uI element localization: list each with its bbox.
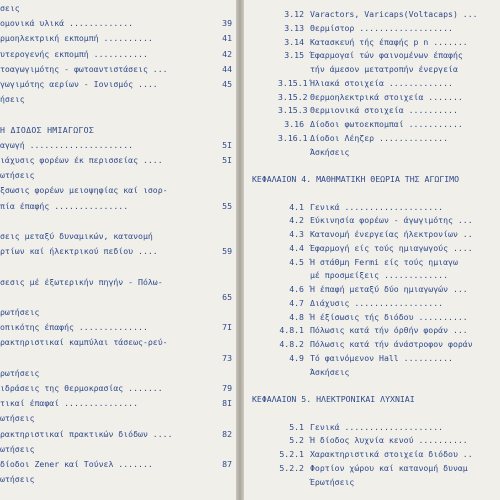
toc-entry: [244, 311, 500, 323]
toc-entry-title: Ή δίοδος λυχνία κενού ..........: [310, 435, 468, 446]
toc-entry-title: Τό φαινόμενον Hall ..........: [310, 352, 453, 363]
toc-entry-title: σεσις μέ έξωτερικήν πηγήν - Πόλω-: [0, 276, 163, 287]
toc-entry-title: γωγιμότης αερίων - Ιονισμός ....: [0, 79, 158, 89]
toc-entry-page: 82: [222, 428, 232, 439]
toc-entry-title: ομονικά υλικά .............: [0, 18, 134, 29]
toc-entry: [0, 473, 236, 485]
chapter-heading: [244, 173, 500, 185]
toc-entry: [0, 108, 236, 120]
toc-entry-page: 45: [222, 79, 232, 89]
toc-entry-page: 59: [222, 246, 232, 257]
toc-entry: [244, 283, 500, 295]
toc-entry-page: 79: [222, 383, 232, 393]
toc-entry-page: 41: [222, 33, 232, 44]
toc-entry: [244, 256, 500, 268]
toc-entry: [0, 93, 236, 105]
toc-entry-title: αγωγή .....................: [0, 139, 134, 150]
toc-entry: [244, 187, 500, 199]
toc-entry-title: Άσκήσεις: [310, 366, 350, 377]
toc-entry-page: 5I: [222, 155, 232, 165]
section-number: 3.15.2: [278, 91, 308, 102]
toc-entry: [244, 201, 500, 213]
toc-entry: [0, 412, 236, 424]
toc-entry-title: Θερμοηλεκτρικά στοιχεία .......: [310, 91, 463, 102]
toc-entry-title: ωτήσεις: [0, 474, 35, 485]
toc-entry: [244, 421, 500, 433]
toc-entry: [0, 367, 236, 379]
toc-entry-page: 44: [222, 63, 232, 74]
toc-entry-page: 87: [222, 459, 232, 469]
toc-entry-title: ρωτήσεις: [0, 307, 40, 317]
section-number: 3.12: [284, 9, 304, 19]
toc-entry-title: Θερμίστορ ...................: [310, 22, 453, 33]
toc-entry: [244, 462, 500, 474]
toc-entry: [0, 230, 236, 242]
toc-entry-title: ρμοηλεκτρική εκπομπή ..........: [0, 33, 153, 44]
toc-entry: [244, 91, 500, 103]
toc-entry: [244, 448, 500, 460]
toc-entry-title: ωτήσεις: [0, 170, 35, 181]
section-number: 4.7: [289, 297, 304, 308]
toc-entry: [0, 397, 236, 409]
toc-entry: [0, 458, 236, 470]
toc-entry-title: δίοδοι Zener καί Τούνελ .......: [0, 459, 153, 469]
toc-entry-title: ρακτηριστικαί πρακτικών διόδων ....: [0, 428, 173, 439]
chapter-heading: [244, 393, 500, 405]
toc-entry-title: Εύκινησία φορέων - άγωγιμότης ...: [310, 215, 473, 226]
toc-entry-title: τικαί έπαφαί ...............: [0, 398, 139, 409]
toc-entry: [244, 297, 500, 309]
section-number: 5.2.1: [279, 449, 304, 459]
toc-entry: [0, 154, 236, 166]
toc-entry: [0, 291, 236, 303]
toc-entry-title: ρακτηριστικαί καμπύλαι τάσεως-ρεύ-: [0, 337, 168, 348]
toc-entry-title: Ή στάθμη Fermi είς τούς ημιαγω: [310, 256, 458, 267]
chapter-title: ΚΕΦΑΛΑΙΟΝ 5. ΗΛΕΚΤΡΟΝΙΚΑΙ ΛΥΧΝΙΑΙ: [252, 394, 415, 404]
toc-entry-title: Γενικά ....................: [310, 201, 444, 212]
toc-entry: [244, 132, 500, 144]
section-number: 3.16: [284, 119, 304, 129]
toc-entry: [0, 63, 236, 75]
toc-entry-title: Δίοδοι φωτοεκπομπαί ...........: [310, 119, 463, 129]
toc-entry-title: Έφαρμογαί τών φαινομένων έπαφής: [310, 50, 463, 61]
toc-entry-title: Δίοδοι Λέηζερ ..............: [310, 132, 449, 143]
section-number: 4.5: [289, 256, 304, 267]
toc-entry: [0, 124, 236, 136]
section-number: 5.2.2: [279, 462, 304, 473]
toc-entry: [244, 476, 500, 488]
toc-entry-title: σεις: [0, 3, 20, 13]
toc-entry-title: οπικότης έπαφής ..............: [0, 322, 148, 333]
book-gutter: [236, 0, 244, 500]
section-number: 3.16.1: [278, 132, 308, 143]
toc-entry: [0, 428, 236, 440]
toc-entry: [0, 139, 236, 151]
toc-entry: [244, 269, 500, 281]
toc-entry: [0, 78, 236, 90]
section-number: 4.6: [289, 284, 304, 294]
toc-entry-title: ιδράσεις της θερμοκρασίας .......: [0, 383, 163, 393]
section-number: 3.14: [284, 36, 304, 47]
toc-entry-page: 65: [222, 291, 232, 302]
toc-entry-title: Κατασκευή τής έπαφής p n .......: [310, 36, 468, 47]
toc-entry: [244, 407, 500, 419]
toc-entry: [0, 382, 236, 394]
toc-entry: [0, 336, 236, 348]
toc-entry-title: Άσκήσεις: [310, 146, 350, 157]
toc-entry: [0, 200, 236, 212]
toc-entry-title: Θερμιονικά στοιχεία ..........: [310, 105, 458, 116]
toc-entry-title: ήσεις: [0, 94, 25, 105]
toc-entry: [244, 77, 500, 89]
toc-entry-title: ιάχυσις φορέων έκ περισσείας ....: [0, 155, 163, 165]
toc-entry: [244, 324, 500, 336]
toc-entry: [244, 22, 500, 34]
toc-entry-title: Φορτίον χώρου καί κατανομή δυναμ: [310, 462, 468, 473]
toc-entry: [244, 49, 500, 61]
chapter-title: ΚΕΦΑΛΑΙΟΝ 4. ΜΑΘΗΜΑΤΙΚΗ ΘΕΩΡΙΑ ΤΗΣ ΑΓΩΓΙΜΟ: [252, 174, 460, 184]
toc-entry-title: Varactors, Varicaps(Voltacaps) ...: [310, 9, 478, 19]
section-number: 5.1: [289, 421, 304, 432]
toc-entry: [244, 214, 500, 226]
toc-entry: [0, 184, 236, 196]
toc-entry: [244, 63, 500, 75]
toc-entry: [0, 321, 236, 333]
section-number: 5.2: [289, 435, 304, 446]
toc-entry: [244, 118, 500, 130]
toc-entry-title: Χαρακτηριστικά στοιχεία διόδου ..: [310, 449, 473, 459]
section-number: 4.8.1: [279, 325, 304, 336]
toc-entry-title: υτερογενής εκπομπή ...........: [0, 48, 148, 59]
toc-entry-title: ρτίων καί ήλεκτρικού πεδίου ....: [0, 246, 158, 257]
toc-entry: [244, 36, 500, 48]
toc-entry: [244, 338, 500, 350]
section-number: 4.8.2: [279, 339, 304, 349]
section-number: 4.2: [289, 215, 304, 226]
toc-entry-page: 55: [222, 200, 232, 211]
section-number: 3.15: [284, 50, 304, 61]
toc-entry-title: Ή έξίσωσις τής διόδου ..........: [310, 311, 468, 322]
toc-entry-title: Κατανομή ένεργείας ήλεκτρονίων ..: [310, 229, 473, 239]
toc-entry-title: Πόλωσις κατά τήν όρθήν φοράν ...: [310, 325, 468, 336]
toc-entry-title: Έρωτήσεις: [310, 476, 355, 487]
toc-entry: [0, 48, 236, 60]
toc-entry: [244, 434, 500, 446]
toc-entry-title: ρωτήσεις: [0, 367, 40, 378]
toc-entry: [244, 228, 500, 240]
toc-entry-title: τήν άμεσον μετατροπήν ένεργεία: [310, 64, 458, 74]
toc-entry-title: Έφαρμογή είς τούς ημιαγωγούς ....: [310, 242, 473, 253]
section-number: 3.13: [284, 22, 304, 33]
toc-entry: [0, 32, 236, 44]
section-number: 4.3: [289, 229, 304, 239]
section-number: 3.15.1: [278, 77, 308, 88]
toc-entry: [0, 352, 236, 364]
toc-entry-title: Διάχυσις ..................: [310, 297, 444, 308]
section-number: 4.4: [289, 242, 304, 253]
toc-entry-title: μέ προσμείξεις .............: [310, 270, 449, 281]
left-page: [0, 0, 236, 500]
toc-entry-title: ωτήσεις: [0, 413, 35, 424]
toc-entry-page: 42: [222, 48, 232, 59]
toc-entry-page: 39: [222, 18, 232, 29]
toc-entry-title: Ή έπαφή μεταξύ δύο ημιαγωγών ...: [310, 284, 468, 294]
section-number: 3.15.3: [278, 105, 308, 116]
toc-entry: [0, 245, 236, 257]
toc-entry-page: 8I: [222, 398, 232, 409]
toc-entry-title: πία έπαφής ...............: [0, 200, 129, 211]
toc-entry-page: 73: [222, 352, 232, 363]
toc-entry-page: 5I: [222, 139, 232, 150]
toc-entry: [244, 242, 500, 254]
toc-entry-title: Γενικά ....................: [310, 421, 444, 432]
toc-entry: [244, 104, 500, 116]
section-number: 4.9: [289, 352, 304, 363]
toc-entry: [0, 2, 236, 14]
toc-entry: [244, 8, 500, 20]
toc-entry: [244, 146, 500, 158]
right-page: [244, 0, 500, 500]
toc-entry: [244, 379, 500, 391]
section-number: 4.8: [289, 311, 304, 322]
toc-entry-title: Η ΔΙΟΔΟΣ ΗΜΙΑΓΩΓΟΣ: [0, 124, 95, 135]
toc-entry-title: Ήλιακά στοιχεία .............: [310, 77, 453, 88]
toc-entry: [244, 352, 500, 364]
toc-entry-title: ωτήσεις: [0, 443, 35, 454]
toc-entry: [244, 366, 500, 378]
toc-entry: [0, 276, 236, 288]
toc-entry: [244, 159, 500, 171]
toc-entry: [0, 17, 236, 29]
toc-entry: [0, 169, 236, 181]
toc-entry-title: σεις μεταξύ δυναμικών, κατανομή: [0, 231, 153, 241]
toc-entry-title: Πόλωσις κατά τήν άνάστροφον φοράν: [310, 339, 473, 349]
section-number: 4.1: [289, 201, 304, 212]
toc-entry-title: τοαγωγιμότης - φωτοαντιστάσεις ...: [0, 63, 168, 74]
toc-entry: [0, 215, 236, 227]
toc-entry: [0, 443, 236, 455]
toc-entry-page: 7I: [222, 322, 232, 333]
toc-entry: [0, 306, 236, 318]
toc-entry: [0, 260, 236, 272]
toc-entry-title: ξσωσις φορέων μειοψηφίας καί ισορ-: [0, 185, 168, 196]
